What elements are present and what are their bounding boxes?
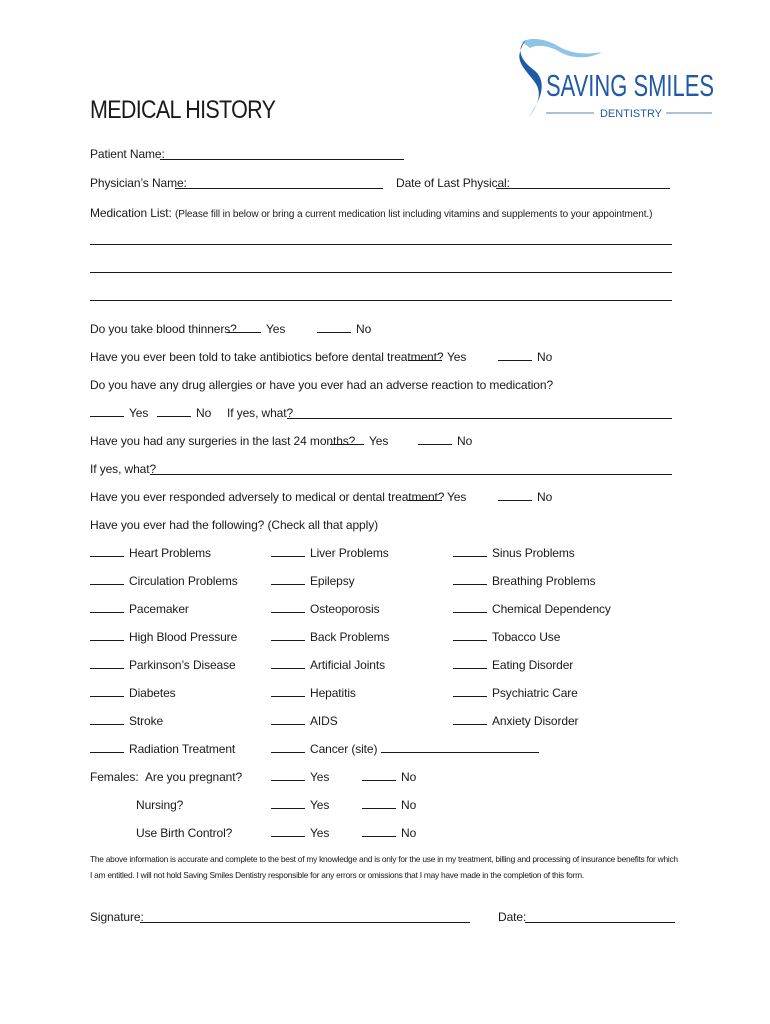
antibiotics-no-blank[interactable]: [498, 350, 532, 361]
disclaimer-text: The above information is accurate and complete to the best of my knowledge and is only for the use in my treatment, billing and processing of insurance benefits for which I am entitled. I will not hold Saving Smiles Dentistry responsible for any errors or omissions that I may have made in the completion of this form.: [90, 854, 678, 880]
condition-item[interactable]: [453, 546, 575, 560]
condition-blank[interactable]: [453, 546, 487, 557]
nursing-yes[interactable]: [271, 798, 329, 812]
condition-blank[interactable]: [271, 546, 305, 557]
condition-item[interactable]: [271, 742, 539, 756]
blood-thinners-yes-label: Yes: [266, 322, 286, 336]
medication-line-2[interactable]: [90, 272, 672, 273]
blood-thinners-no-blank[interactable]: [317, 322, 351, 333]
condition-item[interactable]: [453, 686, 578, 700]
condition-blank[interactable]: [90, 686, 124, 697]
condition-blank[interactable]: [90, 658, 124, 669]
condition-blank[interactable]: [271, 658, 305, 669]
condition-item[interactable]: [90, 742, 235, 756]
condition-label: Osteoporosis: [310, 602, 380, 616]
signature-field[interactable]: [140, 922, 470, 923]
allergy-no-label: No: [196, 406, 212, 420]
adverse-no-blank[interactable]: [498, 490, 532, 501]
allergy-yes[interactable]: [90, 406, 148, 420]
birth-control-yes-label: Yes: [310, 826, 330, 840]
condition-blank[interactable]: [453, 686, 487, 697]
condition-item[interactable]: [453, 602, 611, 616]
condition-label: Cancer (site): [310, 742, 378, 756]
patient-name-field[interactable]: [160, 159, 404, 160]
condition-blank[interactable]: [271, 686, 305, 697]
condition-blank[interactable]: [90, 574, 124, 585]
condition-label: Psychiatric Care: [492, 686, 578, 700]
condition-blank[interactable]: [453, 630, 487, 641]
last-physical-label: Date of Last Physical:: [396, 176, 510, 190]
condition-label: Circulation Problems: [129, 574, 238, 588]
antibiotics-question: Have you ever been told to take antibiotics before dental treatment?: [90, 350, 444, 364]
nursing-no-label: No: [401, 798, 417, 812]
birth-control-no-blank[interactable]: [362, 826, 396, 837]
condition-blank[interactable]: [90, 742, 124, 753]
allergy-no[interactable]: [157, 406, 211, 420]
antibiotics-no[interactable]: [498, 350, 552, 364]
pregnant-label: Are you pregnant?: [145, 770, 243, 784]
condition-item[interactable]: [90, 546, 211, 560]
blood-thinners-yes[interactable]: [227, 322, 285, 336]
logo-text-sub: DENTISTRY: [600, 108, 663, 120]
birth-control-no-label: No: [401, 826, 417, 840]
condition-item[interactable]: [271, 714, 338, 728]
condition-blank[interactable]: [271, 714, 305, 725]
birth-control-yes[interactable]: [271, 826, 329, 840]
condition-label: High Blood Pressure: [129, 630, 238, 644]
pregnant-yes-blank[interactable]: [271, 770, 305, 781]
logo-tooth-swoosh: [522, 39, 602, 57]
condition-item[interactable]: [90, 658, 236, 672]
condition-blank[interactable]: [453, 602, 487, 613]
females-pregnant-question: [90, 770, 242, 784]
condition-item[interactable]: [90, 686, 176, 700]
condition-blank[interactable]: [90, 602, 124, 613]
condition-label: Liver Problems: [310, 546, 389, 560]
condition-label: Stroke: [129, 714, 164, 728]
antibiotics-yes-label: Yes: [447, 350, 467, 364]
blood-thinners-question: Do you take blood thinners?: [90, 322, 237, 336]
condition-blank[interactable]: [271, 742, 305, 753]
cancer-site-field[interactable]: [381, 742, 539, 753]
adverse-yes-label: Yes: [447, 490, 467, 504]
condition-item[interactable]: [453, 630, 560, 644]
medication-line-3[interactable]: [90, 300, 672, 301]
nursing-no[interactable]: [362, 798, 416, 812]
nursing-yes-blank[interactable]: [271, 798, 305, 809]
condition-item[interactable]: [271, 630, 389, 644]
medication-note: (Please fill in below or bring a current medication list including vitamins and supplements to your appointment.): [175, 209, 653, 220]
signature-label: Signature:: [90, 910, 144, 924]
condition-blank[interactable]: [453, 658, 487, 669]
condition-blank[interactable]: [90, 714, 124, 725]
antibiotics-no-label: No: [537, 350, 553, 364]
condition-label: Pacemaker: [129, 602, 189, 616]
medication-list-label: [90, 206, 652, 220]
adverse-no-label: No: [537, 490, 553, 504]
antibiotics-yes-blank[interactable]: [408, 350, 442, 361]
condition-label: Heart Problems: [129, 546, 211, 560]
condition-item[interactable]: [271, 546, 389, 560]
logo-s-swoosh: [519, 40, 541, 118]
surgery-ifyes-label: If yes, what?: [90, 462, 157, 476]
allergy-question: Do you have any drug allergies or have you ever had an adverse reaction to medication?: [90, 378, 554, 392]
nursing-yes-label: Yes: [310, 798, 330, 812]
blood-thinners-no[interactable]: [317, 322, 371, 336]
blood-thinners-no-label: No: [356, 322, 372, 336]
condition-item[interactable]: [90, 714, 163, 728]
birth-control-yes-blank[interactable]: [271, 826, 305, 837]
pregnant-yes[interactable]: [271, 770, 329, 784]
medication-label: Medication List:: [90, 206, 172, 220]
physician-name-label: Physician’s Name:: [90, 176, 187, 190]
condition-item[interactable]: [453, 574, 596, 588]
condition-label: Chemical Dependency: [492, 602, 611, 616]
condition-blank[interactable]: [453, 574, 487, 585]
condition-label: Diabetes: [129, 686, 176, 700]
condition-item[interactable]: [271, 658, 385, 672]
allergy-yes-blank[interactable]: [90, 406, 124, 417]
nursing-no-blank[interactable]: [362, 798, 396, 809]
saving-smiles-logo: [508, 34, 718, 124]
date-label: Date:: [498, 910, 527, 924]
condition-label: Breathing Problems: [492, 574, 596, 588]
condition-label: Sinus Problems: [492, 546, 575, 560]
condition-item[interactable]: [90, 602, 189, 616]
condition-label: Parkinson’s Disease: [129, 658, 236, 672]
blood-thinners-yes-blank[interactable]: [227, 322, 261, 333]
birth-control-question: Use Birth Control?: [136, 826, 233, 840]
condition-item[interactable]: [453, 714, 578, 728]
surgery-no[interactable]: [418, 434, 472, 448]
surgery-ifyes-field[interactable]: [150, 474, 672, 475]
females-label: Females:: [90, 770, 139, 784]
patient-name-label: Patient Name:: [90, 147, 165, 161]
adverse-yes-blank[interactable]: [408, 490, 442, 501]
page-title: MEDICAL HISTORY: [90, 96, 276, 124]
physician-name-field[interactable]: [175, 188, 383, 189]
surgery-no-label: No: [457, 434, 473, 448]
surgery-yes-blank[interactable]: [330, 434, 364, 445]
condition-label: AIDS: [310, 714, 338, 728]
condition-label: Epilepsy: [310, 574, 355, 588]
adverse-yes[interactable]: [408, 490, 466, 504]
nursing-question: Nursing?: [136, 798, 184, 812]
conditions-heading: Have you ever had the following? (Check all that apply): [90, 518, 378, 532]
condition-item[interactable]: [453, 658, 573, 672]
last-physical-field[interactable]: [496, 188, 670, 189]
logo-text-main: SAVING SMILES: [546, 68, 714, 103]
surgery-no-blank[interactable]: [418, 434, 452, 445]
allergy-no-blank[interactable]: [157, 406, 191, 417]
antibiotics-yes[interactable]: [408, 350, 466, 364]
condition-label: Back Problems: [310, 630, 390, 644]
allergy-ifyes-field[interactable]: [287, 418, 672, 419]
adverse-question: Have you ever responded adversely to medical or dental treatment?: [90, 490, 445, 504]
medication-line-1[interactable]: [90, 244, 672, 245]
condition-item[interactable]: [90, 630, 237, 644]
condition-item[interactable]: [90, 574, 238, 588]
date-field[interactable]: [525, 922, 675, 923]
condition-item[interactable]: [271, 602, 380, 616]
condition-blank[interactable]: [271, 574, 305, 585]
condition-label: Tobacco Use: [492, 630, 561, 644]
condition-blank[interactable]: [90, 546, 124, 557]
pregnant-no-label: No: [401, 770, 417, 784]
surgery-yes[interactable]: [330, 434, 388, 448]
condition-blank[interactable]: [271, 602, 305, 613]
condition-label: Anxiety Disorder: [492, 714, 579, 728]
condition-blank[interactable]: [271, 630, 305, 641]
allergy-yes-label: Yes: [129, 406, 149, 420]
surgery-question: Have you had any surgeries in the last 24 months?: [90, 434, 356, 448]
birth-control-no[interactable]: [362, 826, 416, 840]
condition-item[interactable]: [271, 686, 356, 700]
condition-item[interactable]: [271, 574, 355, 588]
condition-label: Hepatitis: [310, 686, 356, 700]
condition-blank[interactable]: [90, 630, 124, 641]
pregnant-no-blank[interactable]: [362, 770, 396, 781]
condition-label: Radiation Treatment: [129, 742, 236, 756]
adverse-no[interactable]: [498, 490, 552, 504]
surgery-yes-label: Yes: [369, 434, 389, 448]
condition-label: Artificial Joints: [310, 658, 385, 672]
condition-label: Eating Disorder: [492, 658, 574, 672]
allergy-ifyes-label: If yes, what?: [227, 406, 294, 420]
pregnant-no[interactable]: [362, 770, 416, 784]
condition-blank[interactable]: [453, 714, 487, 725]
pregnant-yes-label: Yes: [310, 770, 330, 784]
